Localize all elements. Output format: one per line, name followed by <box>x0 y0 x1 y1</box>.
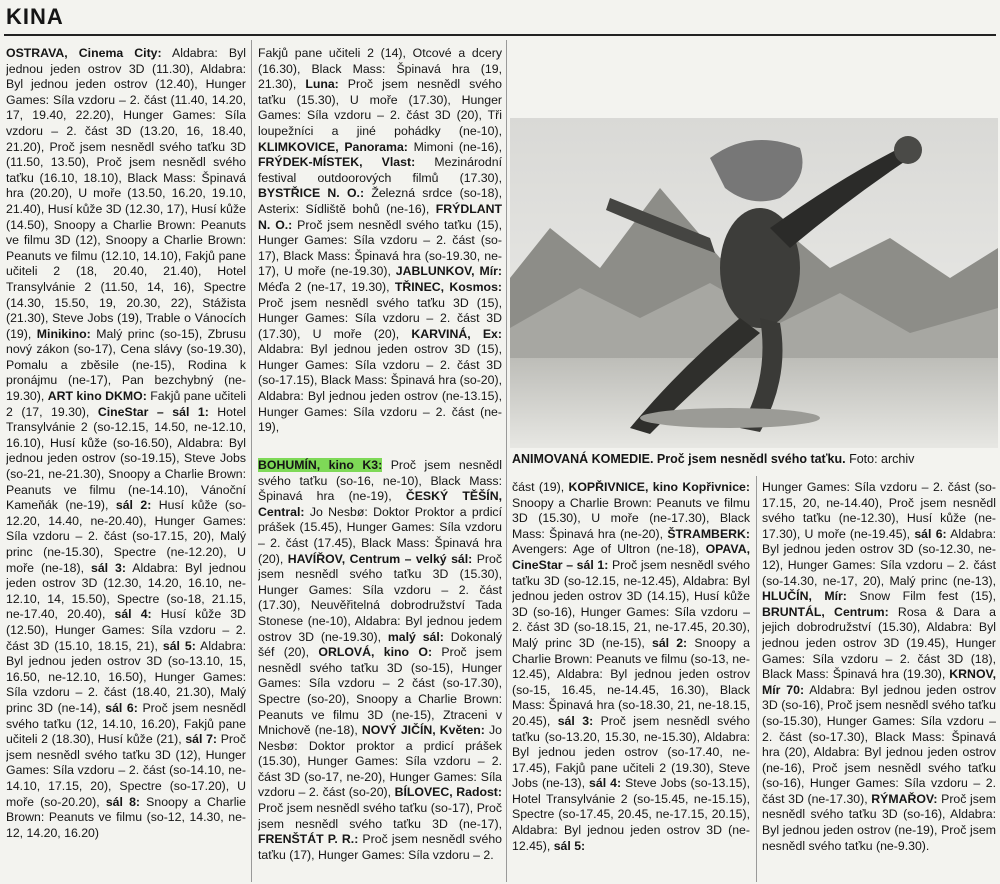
caption-headline: ANIMOVANÁ KOMEDIE. Proč jsem nesnědl svého taťku. <box>512 452 846 466</box>
highlighted-cinema: BOHUMÍN, kino K3: <box>258 458 383 472</box>
section-title: KINA <box>6 4 64 29</box>
listing-column-4: Hunger Games: Síla vzdoru – 2. část (so-17.15, 20, ne-14.40), Proč jsem nesnědl svého taťku (ne-12.30), Husí kůže (ne-17.30), U moře (ne-19.45), sál 6: Aldabra: Byl jednou jeden ostrov 3D (so-12.30, ne-12), Hunger Games: Síla vzdoru – 2. část (so-14.30, ne-17, 20), Malý princ (ne-13), HLUČÍN, Mír: Snow Film fest (15), BRUNTÁL, Centrum: Rosa & Dara a jejich dobrodružství (15.30), Aldabra: Byl jednou jeden ostrov 3D (19.45), Hunger Games: Síla vzdoru – 2. část 3D (18), Black Mass: Špinavá hra (19.30), KRNOV, Mír 70: Aldabra: Byl jednou jeden ostrov 3D (so-16), Proč jsem nesnědl svého taťku (so-15.30), Hunger Games: Síla vzdoru – 2. část (so-17.30), Black Mass: Špinavá hra (20), Aldabra: Byl jednou jeden ostrov (ne-16), Proč jsem nesnědl svého taťku (so-16), Hunger Games: Síla vzdoru – 2. část 3D (ne-17.30), RÝMAŘOV: Proč jsem nesnědl svého taťku 3D (so-16), Aldabra: Byl jednou jeden ostrov (ne-19), Proč jsem nesnědl svého taťku (ne-9.30). <box>762 480 996 853</box>
column-divider <box>251 40 252 882</box>
column-divider <box>506 40 507 882</box>
photo-caption <box>512 452 996 466</box>
cartoon-scene-image <box>510 118 998 448</box>
caption-credit: Foto: archiv <box>849 452 915 466</box>
film-photo <box>510 118 998 448</box>
listing-column-1: OSTRAVA, Cinema City: Aldabra: Byl jednou jeden ostrov 3D (11.30), Aldabra: Byl jednou jeden ostrov (12.40), Hunger Games: Síla vzdoru – 2. část (11.40, 14.20, 17, 19.40, 22.20), Hunger Games: Síla vzdoru – 2. část 3D (13.20, 16, 18.40, 21.20), Proč jsem nesnědl svého taťku 3D (11.50, 13.50), Proč jsem nesnědl svého taťku (16.10, 18.10), Black Mass: Špinavá hra (20.20), U moře (13.50, 16.20, 19.10, 21.40), Husí kůže 3D (12.30, 17), Husí kůže (14.50), Snoopy a Charlie Brown: Peanuts ve filmu 3D (12), Snoopy a Charlie Brown: Peanuts ve filmu (12.10, 14.10), Fakjů pane učiteli 2 (18, 20.40, 21.40), Hotel Transylvánie 2 (11.50, 14, 16), Spectre (14.30, 15.50, 19, 20.30, 22), Stážista (21.30), Steve Jobs (19), Trable o Vánocích (19), Minikino: Malý princ (so-15), Zbrusu nový zákon (so-17), Cena slávy (so-19.30), Pomalu a zběsile (ne-15), Rodina k pronájmu (ne-17), Pan bezchybný (ne-19.30), ART kino DKMO: Fakjů pane učiteli 2 (17, 19.30), CineStar – sál 1: Hotel Transylvánie 2 (so-12.15, 14.50, ne-12.10, 16.10), Husí kůže (so-16.50), Aldabra: Byl jednou jeden ostrov (so-19.15), Steve Jobs (so-21, ne-21.30), Snoopy a Charlie Brown: Peanuts ve filmu (ne-14.10), Vánoční Kameňák (ne-19), sál 2: Husí kůže (so-12.20, 14.40, ne-20.40), Hunger Games: Síla vzdoru – 2. část (so-17.15, 20), Malý princ (ne-15.30), Spectre (ne-12.20), U moře (ne-18), sál 3: Aldabra: Byl jednou jeden ostrov 3D (12.30, 14.20, 16.10, ne-12.10, 14, 15.50), Spectre (so-18, 21.15, ne-17.40, 20.40), sál 4: Husí kůže 3D (12.50), Hunger Games: Síla vzdoru – 2. část 3D (15.10, 18.15, 21), sál 5: Aldabra: Byl jednou jeden ostrov 3D (so-13.10, 15, 16.50, ne-12.10, 16.50), Hunger Games: Síla vzdoru – 2. část (18.40, 21.30), Malý princ 3D (ne-14), sál 6: Proč jsem nesnědl svého taťku (12, 14.10, 16.20), Fakjů pane učiteli 2 (18.30), Husí kůže (21), sál 7: Proč jsem nesnědl svého taťku 3D (12), Hunger Games: Síla vzdoru – 2. část (so-14.10, ne-14.10, 17.15, 20), Spectre (so-17.20), U moře (so-20.20), sál 8: Snoopy a Charlie Brown: Peanuts ve filmu (so-12, 14.30, ne-12, 14.20, 16.20) <box>6 46 246 840</box>
listing-column-2-bottom-text: Proč jsem nesnědl svého taťku (so-16, ne-10), Black Mass: Špinavá hra (ne-19), ČESKÝ TĚŠÍN, Central: Jo Nesbø: Doktor Proktor a prdicí prášek (15.45), Hunger Games: Síla vzdoru – 2. část (17.45), Black Mass: Špinavá hra (20), HAVÍŘOV, Centrum – velký sál: Proč jsem nesnědl svého taťku 3D (15.30), Hunger Games: Síla vzdoru – 2. část (17.30), Neuvěřitelná dobrodružství Tada Stonese (ne-10), Aldabra: Byl jednou jedem ostrov 3D (ne-19.30), malý sál: Dokonalý šéf (20), ORLOVÁ, kino O: Proč jsem nesnědl svého taťku 3D (so-15), Hunger Games: Síla vzdoru – 2 část (so-17.30), Spectre (so-20), Snoopy a Charlie Brown: Peanuts ve filmu 3D (ne-15), Ztraceni v Mnichově (ne-18), NOVÝ JIČÍN, Květen: Jo Nesbø: Doktor proktor a prdicí prášek (15.30), Hunger Games: Síla vzdoru – 2. část 3D (so-17, ne-20), Hunger Games: Síla vzdoru – 2. část (so-20), BÍLOVEC, Radost: Proč jsem nesnědl svého taťku (so-17), Proč jsem nesnědl svého taťku 3D (ne-17), FRENŠTÁT P. R.: Proč jsem nesnědl svého taťku (17), Hunger Games: Síla vzdoru – 2. <box>258 458 502 862</box>
column-divider <box>756 476 757 882</box>
listing-column-2-top: Fakjů pane učiteli 2 (14), Otcové a dcery (16.30), Black Mass: Špinavá hra (19, 21.30), Luna: Proč jsem nesnědl svého taťku (15.30), U moře (17.30), Hunger Games: Síla vzdoru – 2. část 3D (20), Tři loupežníci a jiné pohádky (ne-10), KLIMKOVICE, Panorama: Mimoni (ne-16), FRÝDEK-MÍSTEK, Vlast: Mezinárodní festival outdoorových filmů (17.30), BYSTŘICE N. O.: Železná srdce (so-18), Asterix: Sídliště bohů (ne-16), FRÝDLANT N. O.: Proč jsem nesnědl svého taťku (15), Hunger Games: Síla vzdoru – 2. část (so-17), Black Mass: Špinavá hra (so-19.30, ne-17), U moře (ne-19.30), JABLUNKOV, Mír: Méďa 2 (ne-17, 19.30), TŘINEC, Kosmos: Proč jsem nesnědl svého taťku 3D (15), Hunger Games: Síla vzdoru – 2. část 3D (17.30), U moře (20), KARVINÁ, Ex: Aldabra: Byl jednou jeden ostrov 3D (15), Hunger Games: Síla vzdoru – 2. část 3D (so-17.15), Black Mass: Špinavá hra (so-20), Aldabra: Byl jednou jeden ostrov (ne-13.15), Hunger Games: Síla vzdoru – 2. část (ne-19), <box>258 46 502 435</box>
listing-column-2-bottom <box>258 458 502 882</box>
listing-column-3: část (19), KOPŘIVNICE, kino Kopřivnice: Snoopy a Charlie Brown: Peanuts ve filmu 3D (15.30), U moře (ne-17.30), Black Mass: Špinavá hra (ne-20), ŠTRAMBERK: Avengers: Age of Ultron (ne-18), OPAVA, CineStar – sál 1: Proč jsem nesnědl svého taťku 3D (so-12.15, ne-12.45), Aldabra: Byl jednou jeden ostrov 3D (14.15), Husí kůže 3D (so-16), Hunger Games: Síla vzdoru – 2. část 3D (so-18.15, 21, ne-17.45, 20.30), Malý princ 3D (ne-15), sál 2: Snoopy a Charlie Brown: Peanuts ve filmu (so-13, ne-12.45), Aldabra: Byl jednou jeden ostrov (so-15, 16.45, ne-14.45, 16.30), Black Mass: Špinavá hra (so-18.30, 21, ne-18.15, 20.45), sál 3: Proč jsem nesnědl svého taťku (so-13.20, 15.30, ne-15.30), Aldabra: Byl jednou jeden ostrov (so-17.40, ne-17.45), Fakjů pane učiteli 2 (19.30), Steve Jobs (ne-13), sál 4: Steve Jobs (so-13.15), Hotel Transylvánie 2 (so-15.45, ne-15.15), Spectre (so-17.45, 20.45, ne-17.15, 20.15), Aldabra: Byl jednou jeden ostrov 3D (ne-12.45), sál 5: <box>512 480 750 853</box>
header-rule <box>4 34 996 36</box>
